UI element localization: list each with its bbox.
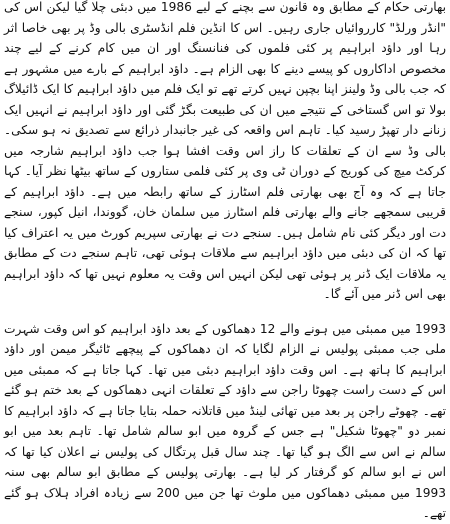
article-paragraph: بھارتی حکام کے مطابق وہ قانون سے بچنے کے لیے 1986 میں دبئی چلا گیا لیکن اس کی "انڈر ورلڈ" کارروائیاں جاری رہیں۔ اس کا انڈین فلم انڈسٹری بالی وڈ پر بھی خاصا اثر رہا اور داؤد ابراہیم پر کئی فلموں کی فنانسنگ اور ان میں کام کرنے کے لیے چند مخصوص اداکاروں کو پیسے دینے کا بھی الزام ہے۔ داؤد ابراہیم کے بارے میں مشہور ہے کہ جب بالی وڈ ولینز اپنا بچپن نہیں کرتے تھے تو ایک فلم میں داؤد ابراہیم کا ایک ڈائیلاگ بولا تو اس گستاخی کے نتیجے میں ان کی طبیعت بگڑ گئی اور داؤد ابراہیم نے انہیں ایک زنانے دار تھپڑ رسید کیا۔ تاہم اس واقعہ کی غیر جانبدار ذرائع سے تصدیق نہ ہو سکی۔ بالی وڈ سے ان کے تعلقات کا راز اس وقت افشا ہوا جب داؤد ابراہیم شارجہ میں کرکٹ میچ کی کوریج کے دوران ٹی وی پر کئی فلمی ستاروں کے ساتھ بیٹھا نظر آیا۔ کہا جاتا ہے کہ وہ آج بھی بھارتی فلم اسٹارز کے ساتھ رابطہ میں ہے۔ داؤد ابراہیم کے قریبی سمجھے جانے والے بھارتی فلم اسٹارز میں سلمان خان، گووندا، انیل کپور، سنجے دت اور دیگر کئی نام شامل ہیں۔ سنجے دت نے بھارتی سپریم کورٹ میں یہ اعتراف کیا تھا کہ ان کی دبئی میں داؤد ابراہیم سے ملاقات ہوئی تھی، تاہم سنجے دت کے مطابق یہ ملاقات ایک ڈنر پر ہوئی تھی لیکن انہیں اس وقت یہ معلوم نہیں تھا کہ داؤد ابراہیم بھی اس ڈنر میں آئے گا۔ <box>4 0 446 301</box>
paragraph-spacer <box>4 305 446 319</box>
article-paragraph: 1993 میں ممبئی میں ہونے والے 12 دھماکوں کے بعد داؤد ابراہیم کو اس وقت شہرت ملی جب ممبئی پولیس نے الزام لگایا کہ ان دھماکوں کے پیچھے ٹائیگر میمن اور داؤد ابراہیم کا ہاتھ ہے۔ اس وقت داؤد ابراہیم دبئی میں تھا۔ کہا جاتا ہے کہ ممبئی میں اس کے دست راست چھوٹا راجن سے داؤد کے تعلقات انہی دھماکوں کے بعد ختم ہو گئے تھے۔ چھوٹے راجن پر بعد میں تھائی لینڈ میں قاتلانہ حملہ بتایا جاتا ہے کہ داؤد ابراہیم کا نمبر دو "چھوٹا شکیل" ہے جس کے گروہ میں ابو سالم شامل تھا۔ تاہم بعد میں ابو سالم نے اس سے الگ ہو گیا تھا۔ چند سال قبل پرتگال کی پولیس نے اعلان کیا تھا کہ اس نے ابو سالم کو گرفتار کر لیا ہے۔ بھارتی پولیس کے مطابق ابو سالم بھی سنہ 1993 میں ممبئی دھماکوں میں ملوث تھا جن میں 200 سے زیادہ افراد ہلاک ہو گئے تھے۔ <box>4 321 446 520</box>
